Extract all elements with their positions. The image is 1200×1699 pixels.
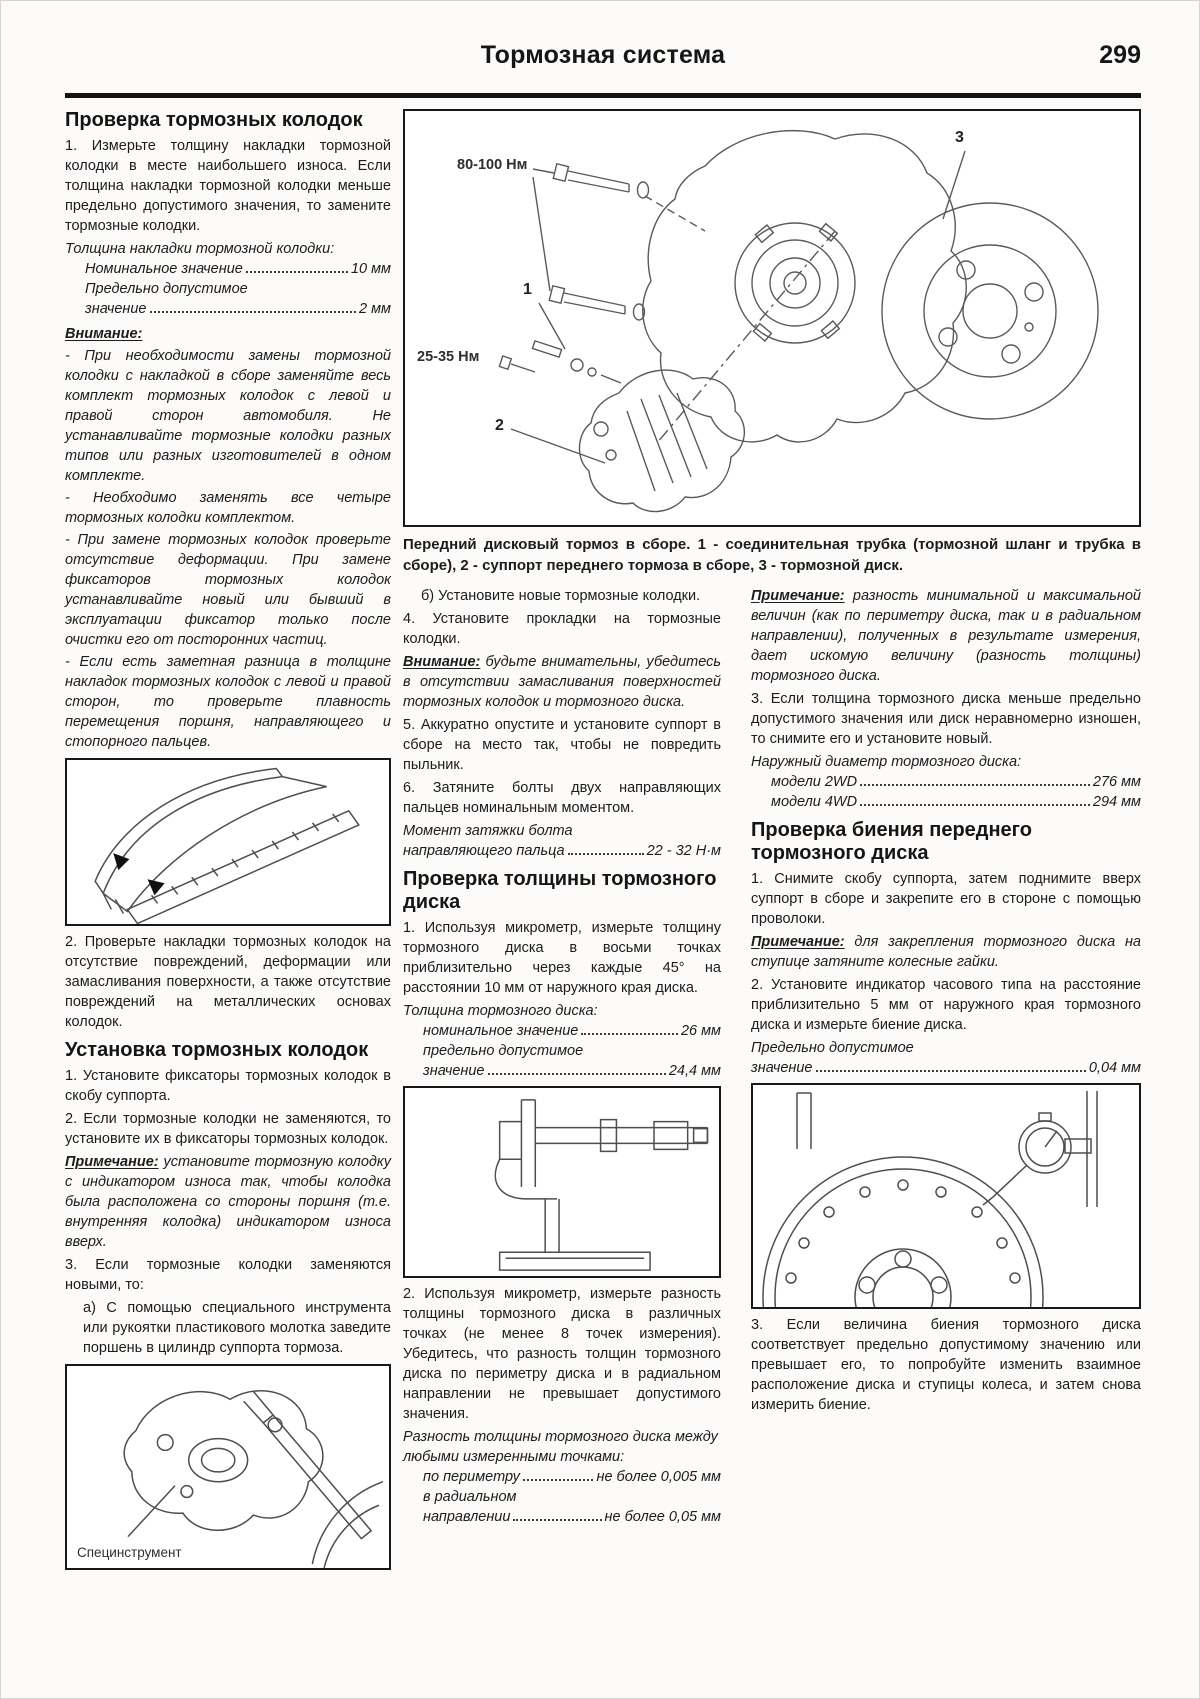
spec-label: значение: [751, 1060, 813, 1076]
column-right: [751, 586, 1141, 1532]
spec-line: [751, 1058, 1141, 1078]
step-paragraph: 4. Установите прокладки на тормозные колодки.: [403, 611, 721, 647]
spec-value: 26 мм: [680, 1023, 721, 1039]
spec-line: [751, 792, 1141, 812]
step-paragraph: 2. Если тормозные колодки не заменяются, то установите их в фиксаторы тормозных колодок.: [65, 1111, 391, 1147]
warning-item: - При замене тормозных колодок проверьте отсутствие деформации. При замене фиксаторов тормозных колодок устанавливайте новый или бывший в эксплуатации фиксатор только после очистки его от посторонних частиц.: [65, 532, 391, 648]
main-figure-caption: Передний дисковый тормоз в сборе. 1 - соединительная трубка (тормозной шланг и трубка в сборе), 2 - суппорт переднего тормоза в сборе, 3 - тормозной диск.: [403, 536, 1141, 574]
spec-value: не более 0,005 мм: [596, 1469, 721, 1485]
spec-value: не более 0,05 мм: [604, 1509, 721, 1525]
spec-value: 294 мм: [1092, 794, 1141, 810]
spec-label: номинальное значение: [423, 1023, 579, 1039]
page-content: [65, 41, 1141, 1570]
spec-line: [403, 1021, 721, 1041]
spec-line: [403, 1467, 721, 1487]
dot-leader: [513, 1519, 601, 1521]
spec-line: [751, 772, 1141, 792]
page-number: 299: [1099, 41, 1141, 69]
step-paragraph: 2. Используя микрометр, измерьте разность толщины тормозного диска в различных точках (не менее 8 точек измерения). Убедитесь, что разность толщин тормозного диска по периметру диска и в радиальном направлении не превышает допустимого значения.: [403, 1286, 721, 1422]
dot-leader: [568, 853, 644, 855]
dot-leader: [246, 271, 348, 273]
note-text: разность минимальной и максимальной величин (как по периметру диска, так и в радиальном направлении), полученных в результате измерения, дает искомую величину (разность толщины) тормозного диска.: [751, 588, 1141, 684]
spec-label: по периметру: [423, 1469, 520, 1485]
heading-disc-thickness: Проверка толщины тормозного диска: [403, 868, 717, 913]
step-paragraph: 1. Установите фиксаторы тормозных колодок в скобу суппорта.: [65, 1068, 391, 1104]
step-paragraph: 5. Аккуратно опустите и установите суппорт в сборе на место так, чтобы не повредить пыльник.: [403, 717, 721, 773]
spec-guide-pin-torque: [403, 821, 721, 861]
micrometer-drawing: [405, 1088, 719, 1276]
step-paragraph: 1. Используя микрометр, измерьте толщину тормозного диска в восьми точках приблизительно через каждые 45° на расстоянии 10 мм от наружного края диска.: [403, 920, 721, 996]
step-paragraph: 1. Снимите скобу суппорта, затем поднимите вверх суппорт в сборе и закрепите его в стороне с помощью проволоки.: [751, 871, 1141, 927]
column-left: [65, 109, 391, 1570]
spec-value: 10 мм: [350, 261, 391, 277]
step-paragraph: 6. Затяните болты двух направляющих пальцев номинальным моментом.: [403, 780, 721, 816]
warning-item: - Если есть заметная разница в толщине накладок тормозных колодок с левой и правой сторон, то проверьте плавность перемещения поршня, направляющего и стопорного пальцев.: [65, 654, 391, 750]
spec-value: 276 мм: [1092, 774, 1141, 790]
note-label: Примечание:: [65, 1154, 159, 1170]
dot-leader: [860, 804, 1090, 806]
spec-line: [751, 1038, 1141, 1058]
step-paragraph: 2. Проверьте накладки тормозных колодок на отсутствие повреждений, деформации или замасливания поверхности, а также отсутствие повреждений на металлических основах колодок.: [65, 934, 391, 1030]
note-label: Примечание:: [751, 934, 845, 950]
spec-intro: Разность толщины тормозного диска между любыми измеренными точками:: [403, 1429, 718, 1465]
page-title: Тормозная система: [480, 41, 726, 69]
note-text: установите тормозную колодку с индикатором износа так, чтобы колодка была расположена со стороны поршня (т.е. внутренняя колодка) индикатором износа вверх.: [65, 1154, 392, 1250]
callout-3: 3: [955, 129, 964, 146]
figure-front-brake-assembly: [403, 109, 1141, 527]
spec-outer-diameter: [751, 752, 1141, 812]
dot-leader: [488, 1073, 666, 1075]
warning-text: будьте внимательны, убедитесь в отсутствии замасливания поверхностей тормозных колодок и тормозного диска.: [403, 654, 721, 710]
spec-label: Предельно допустимое: [751, 1040, 914, 1056]
lower-columns: [403, 586, 1141, 1532]
spec-label: Предельно допустимое: [85, 281, 248, 297]
front-brake-exploded-drawing: [405, 111, 1139, 525]
spec-label: направлении: [423, 1509, 511, 1525]
header-rule: [65, 93, 1141, 98]
spec-label: значение: [423, 1063, 485, 1079]
spec-label: Момент затяжки болта: [403, 823, 573, 839]
figure-pad-measurement: [65, 758, 391, 926]
callout-2: 2: [495, 417, 504, 434]
substep-paragraph: б) Установите новые тормозные колодки.: [421, 588, 701, 604]
spec-line: [65, 299, 391, 319]
spec-label: в радиальном: [423, 1489, 517, 1505]
spec-line: [403, 841, 721, 861]
spec-label: предельно допустимое: [423, 1043, 584, 1059]
step-paragraph: 3. Если тормозные колодки заменяются новыми, то:: [65, 1257, 391, 1293]
columns: [65, 109, 1141, 1570]
note: [751, 586, 1141, 686]
spec-value: 2 мм: [359, 301, 391, 317]
note: [751, 932, 1141, 972]
dot-leader: [860, 784, 1090, 786]
dot-leader: [581, 1033, 678, 1035]
spec-disc-thickness: [403, 1001, 721, 1081]
heading-install-pads: Установка тормозных колодок: [65, 1039, 369, 1061]
column-middle: [403, 586, 721, 1532]
spec-line: [65, 259, 391, 279]
spec-line: [403, 1487, 721, 1507]
page-header: [65, 41, 1141, 93]
caliper-tool-drawing: [67, 1366, 389, 1568]
figure-dial-indicator: [751, 1083, 1141, 1309]
warning-note: [403, 652, 721, 712]
spec-runout-limit: [751, 1038, 1141, 1078]
spec-label: направляющего пальца: [403, 843, 565, 859]
dot-leader: [523, 1479, 594, 1481]
spec-label: значение: [85, 301, 147, 317]
dot-leader: [150, 311, 357, 313]
dot-leader: [816, 1070, 1086, 1072]
figure-special-tool: [65, 1364, 391, 1570]
special-tool-label: Специнструмент: [77, 1545, 182, 1560]
spec-line: [403, 1507, 721, 1527]
heading-runout: Проверка биения переднего тормозного диска: [751, 819, 1032, 864]
substep-paragraph: а) С помощью специального инструмента или рукоятки пластикового молотка заведите поршень в цилиндр суппорта тормоза.: [83, 1300, 391, 1356]
spec-line: [403, 1061, 721, 1081]
spec-line: [403, 821, 721, 841]
spec-label: модели 4WD: [771, 794, 858, 810]
warning-item: - Необходимо заменять все четыре тормозных колодки комплектом.: [65, 490, 391, 526]
spec-intro: Наружный диаметр тормозного диска:: [751, 754, 1022, 770]
spec-intro: Толщина накладки тормозной колодки:: [65, 241, 335, 257]
spec-disc-variation: [403, 1427, 721, 1527]
step-paragraph: 3. Если величина биения тормозного диска соответствует предельно допустимому значению или превышает его, то попробуйте изменить взаимное расположение диска и ступицы колеса, и затем снова измерить биение.: [751, 1317, 1141, 1413]
torque-label-25-35: 25-35 Нм: [417, 349, 480, 365]
torque-label-80-100: 80-100 Нм: [457, 157, 528, 173]
spec-label: модели 2WD: [771, 774, 858, 790]
heading-check-pads: Проверка тормозных колодок: [65, 109, 363, 131]
spec-value: 22 - 32 Н·м: [646, 843, 721, 859]
dial-indicator-drawing: [753, 1085, 1139, 1307]
warning-block: [65, 324, 391, 752]
warning-label: Внимание:: [65, 326, 143, 342]
column-group-right: [403, 109, 1141, 1532]
step-paragraph: 2. Установите индикатор часового типа на расстояние приблизительно 5 мм от наружного края тормозного диска и измерьте биение диска.: [751, 977, 1141, 1033]
note-text: для закрепления тормозного диска на ступице затяните колесные гайки.: [751, 934, 1141, 970]
warning-item: - При необходимости замены тормозной колодки с накладкой в сборе заменяйте весь комплект тормозных колодок с левой и правой сторон автомобиля. Не устанавливайте тормозные колодки разных типов или разных изготовителей в одном комплекте.: [65, 348, 391, 484]
spec-intro: Толщина тормозного диска:: [403, 1003, 598, 1019]
spec-value: 24,4 мм: [668, 1063, 721, 1079]
figure-micrometer: [403, 1086, 721, 1278]
step-paragraph: 3. Если толщина тормозного диска меньше предельно допустимого значения или диск неравномерно изношен, то снимите его и установите новый.: [751, 691, 1141, 747]
callout-1: 1: [523, 281, 532, 298]
warning-label: Внимание:: [403, 654, 481, 670]
pad-ruler-drawing: [67, 760, 389, 924]
spec-pad-thickness: [65, 239, 391, 319]
note: [65, 1152, 391, 1252]
spec-line: [403, 1041, 721, 1061]
note-label: Примечание:: [751, 588, 845, 604]
spec-value: 0,04 мм: [1088, 1060, 1141, 1076]
spec-line: [65, 279, 391, 299]
spec-label: Номинальное значение: [85, 261, 243, 277]
step-paragraph: 1. Измерьте толщину накладки тормозной колодки в месте наибольшего износа. Если толщина накладки тормозной колодки меньше предельно допустимого значения, то замените тормозные колодки.: [65, 138, 391, 234]
